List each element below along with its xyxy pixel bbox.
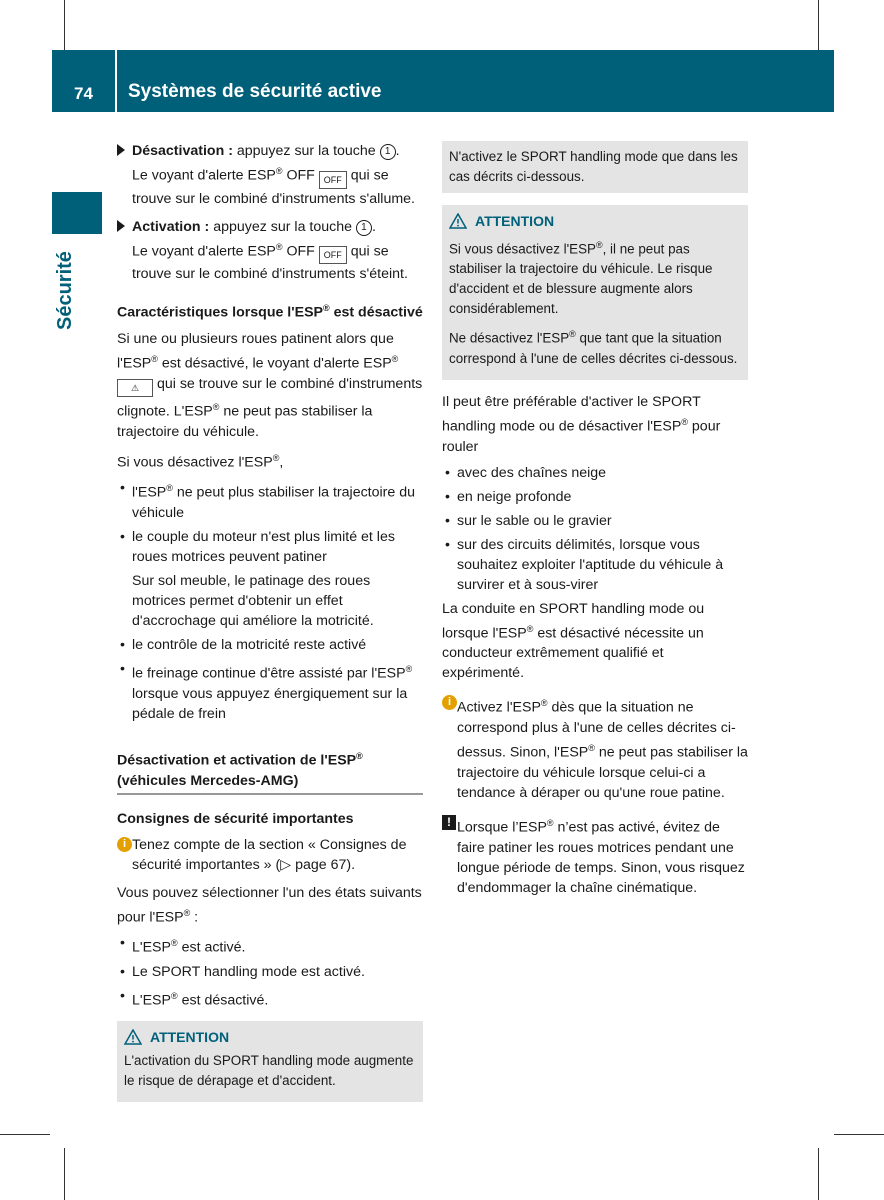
warning-text: L'activation du SPORT handling mode augmente le risque de dérapage et d'accident. (124, 1052, 414, 1088)
list-item: • Le SPORT handling mode est activé. (117, 962, 423, 982)
right-column (442, 141, 748, 904)
page-number: 74 (74, 84, 93, 103)
side-tab-marker (52, 192, 102, 234)
crop-mark (64, 0, 65, 50)
warning-text: Si vous désactivez l'ESP®, il ne peut pas stabiliser la trajectoire du véhicule. Le risque d'accident et de blessure augmente alors considérablement. (449, 240, 713, 317)
info-note: i Tenez compte de la section « Consignes de sécurité importantes » (▷ page 67). (117, 835, 423, 875)
crop-mark (818, 1148, 819, 1200)
paragraph: Si une ou plusieurs roues patinent alors que l'ESP® est désactivé, le voyant d'alerte ESP® ⚠ qui se trouve sur le combiné d'instruments clignote. L'ESP® ne peut pas stabiliser la trajectoire du véhicule. (117, 331, 423, 440)
step-arrow-icon (117, 220, 125, 232)
header-bar (52, 50, 834, 112)
info-icon: i (442, 695, 457, 710)
caution-note: ! Lorsque l’ESP® n’est pas activé, évitez de faire patiner les roues motrices pendant une longue période de temps. Sinon, vous risquez d'endommager la chaîne cinématique. (442, 813, 748, 898)
crop-mark (818, 0, 819, 50)
esp-off-icon: OFF (319, 171, 347, 189)
list-item: • l'ESP® ne peut plus stabiliser la trajectoire du véhicule (117, 478, 423, 523)
list-item: • en neige profonde (442, 487, 748, 507)
section-title: Systèmes de sécurité active (128, 81, 382, 102)
notice-box: N'activez le SPORT handling mode que dans les cas décrits ci-dessous. (442, 141, 748, 193)
list-item: • sur des circuits délimités, lorsque vous souhaitez exploiter l'aptitude du véhicule à survirer et à sous-virer (442, 535, 748, 595)
header-separator (115, 50, 117, 112)
esp-off-icon: OFF (319, 246, 347, 264)
info-note: i Activez l'ESP® dès que la situation ne correspond plus à l'une de celles décrites ci-dessus. Sinon, l'ESP® ne peut pas stabiliser la trajectoire du véhicule lorsque celui-ci a tendance à déraper ou qu'une roue patine. (442, 693, 748, 802)
paragraph: Il peut être préférable d'activer le SPORT handling mode ou de désactiver l'ESP® pour rouler (442, 393, 721, 455)
list-item: • le couple du moteur n'est plus limité et les roues motrices peuvent patiner (117, 527, 423, 567)
heading-safety-notes: Consignes de sécurité importantes (117, 810, 354, 827)
crop-mark (64, 1148, 65, 1200)
heading-characteristics: Caractéristiques lorsque l'ESP® est désactivé (117, 303, 423, 322)
list-item: • le freinage continue d'être assisté par l'ESP® lorsque vous appuyez énergiquement sur la pédale de frein (117, 659, 423, 724)
button-1-icon: 1 (356, 220, 372, 236)
list-item: • L'ESP® est activé. (117, 933, 423, 958)
list-item: • le contrôle de la motricité reste activé (117, 635, 423, 655)
crop-mark (834, 1134, 884, 1135)
step-arrow-icon (117, 144, 125, 156)
left-column (117, 141, 423, 1102)
esp-warning-icon: ⚠ (117, 379, 153, 397)
paragraph: La conduite en SPORT handling mode ou lorsque l'ESP® est désactivé nécessite un conducteur extrêmement qualifié et expérimenté. (442, 600, 705, 682)
paragraph: Si vous désactivez l'ESP®, (117, 452, 284, 471)
list-item: • sur le sable ou le gravier (442, 511, 748, 531)
paragraph: Vous pouvez sélectionner l'un des états suivants pour l'ESP® : (117, 884, 422, 926)
warning-triangle-icon (124, 1029, 142, 1045)
info-icon: i (117, 837, 132, 852)
warning-triangle-icon (449, 213, 467, 229)
warning-text: Ne désactivez l'ESP® que tant que la situation correspond à l'une de celles décrites ci-dessous. (449, 329, 738, 366)
step-deactivation: Désactivation : appuyez sur la touche 1 . Le voyant d'alerte ESP® OFF OFF qui se trouve sur le combiné d'instruments s'allume. (117, 141, 423, 209)
warning-box (117, 1021, 423, 1102)
button-1-icon: 1 (380, 144, 396, 160)
list-item: • avec des chaînes neige (442, 463, 748, 483)
side-tab-label: Sécurité (54, 251, 76, 330)
heading-deactivation-amg: Désactivation et activation de l'ESP® (véhicules Mercedes-AMG) (117, 746, 423, 795)
crop-mark (0, 1134, 50, 1135)
list-item: • L'ESP® est désactivé. (117, 986, 423, 1011)
list-item-detail: Sur sol meuble, le patinage des roues motrices permet d'obtenir un effet d'accrochage qui améliore la motricité. (132, 573, 374, 630)
exclamation-icon: ! (442, 815, 456, 830)
warning-box (442, 205, 748, 380)
warning-title: ATTENTION (449, 211, 741, 231)
warning-title: ATTENTION (124, 1027, 416, 1047)
step-activation: Activation : appuyez sur la touche 1 . Le voyant d'alerte ESP® OFF OFF qui se trouve sur le combiné d'instruments s'éteint. (117, 217, 423, 285)
